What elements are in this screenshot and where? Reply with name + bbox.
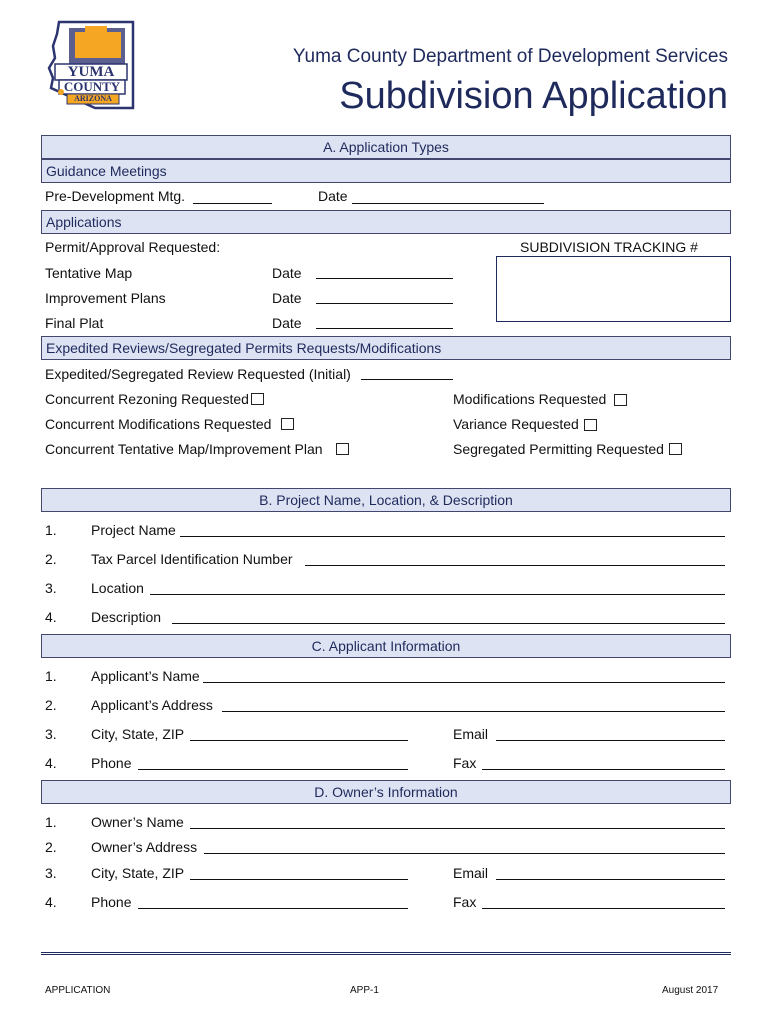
section-b-header [41, 488, 731, 512]
final-plat-date-field[interactable] [316, 328, 453, 329]
owner-address-number: 2. [45, 839, 57, 855]
applications-title: Applications [46, 214, 122, 230]
owner-phone-field[interactable] [138, 908, 408, 909]
final-plat-label: Final Plat [45, 315, 104, 331]
section-a-header [41, 135, 731, 159]
location-number: 3. [45, 580, 57, 596]
owner-name-label: Owner’s Name [91, 814, 184, 830]
section-a-title: A. Application Types [323, 139, 449, 155]
applicant-address-number: 2. [45, 697, 57, 713]
concurrent-rezoning-checkbox[interactable] [251, 393, 264, 405]
applicant-name-number: 1. [45, 668, 57, 684]
section-c-title: C. Applicant Information [311, 638, 461, 654]
segregated-permitting-checkbox[interactable] [669, 443, 682, 455]
section-d-header [41, 780, 731, 804]
owner-phone-number: 4. [45, 894, 57, 910]
applicant-city-label: City, State, ZIP [91, 726, 185, 742]
footer-date: August 2017 [662, 985, 719, 996]
applicant-email-label: Email [453, 726, 489, 742]
modifications-requested-label: Modifications Requested [453, 391, 607, 407]
predev-label: Pre-Development Mtg. [45, 188, 186, 204]
location-label: Location [91, 580, 144, 596]
concurrent-modifications-checkbox[interactable] [281, 418, 294, 430]
tax-parcel-label: Tax Parcel Identification Number [91, 551, 293, 567]
owner-address-field[interactable] [204, 853, 725, 854]
applications-header [41, 210, 731, 234]
project-name-number: 1. [45, 522, 57, 538]
description-number: 4. [45, 609, 57, 625]
location-field[interactable] [150, 594, 725, 595]
owner-address-label: Owner’s Address [91, 839, 198, 855]
applicant-fax-label: Fax [453, 755, 477, 771]
permit-approval-label: Permit/Approval Requested: [45, 239, 221, 255]
applicant-fax-field[interactable] [482, 769, 725, 770]
concurrent-tentative-checkbox[interactable] [336, 443, 349, 455]
guidance-meetings-title: Guidance Meetings [46, 163, 167, 179]
footer-page-number: APP-1 [350, 985, 379, 996]
concurrent-tentative-label: Concurrent Tentative Map/Improvement Plan [45, 441, 323, 457]
section-b-title: B. Project Name, Location, & Description [259, 492, 513, 508]
county-logo [45, 18, 137, 116]
segregated-permitting-label: Segregated Permitting Requested [453, 441, 664, 457]
expedited-header [41, 336, 731, 360]
owner-name-number: 1. [45, 814, 57, 830]
tracking-label: SUBDIVISION TRACKING # [520, 239, 698, 255]
footer-left: APPLICATION [45, 985, 111, 996]
logo-text-arizona: ARIZONA [74, 94, 112, 103]
section-c-header [41, 634, 731, 658]
logo-text-county: COUNTY [63, 79, 121, 94]
owner-email-label: Email [453, 865, 489, 881]
tax-parcel-field[interactable] [305, 565, 725, 566]
applicant-name-label: Applicant’s Name [91, 668, 200, 684]
concurrent-modifications-label: Concurrent Modifications Requested [45, 416, 272, 432]
predev-date-field[interactable] [352, 203, 544, 204]
predev-date-label: Date [318, 188, 348, 204]
tracking-number-box[interactable] [496, 256, 731, 322]
page-title: Subdivision Application [339, 75, 728, 117]
owner-fax-label: Fax [453, 894, 477, 910]
applicant-phone-field[interactable] [138, 769, 408, 770]
owner-city-field[interactable] [190, 879, 408, 880]
expedited-initial-label: Expedited/Segregated Review Requested (Initial) [45, 366, 351, 382]
tentative-map-date-field[interactable] [316, 278, 453, 279]
description-label: Description [91, 609, 162, 625]
improvement-plans-date-field[interactable] [316, 303, 453, 304]
logo-text-yuma: YUMA [67, 64, 115, 80]
section-d-title: D. Owner’s Information [314, 784, 458, 800]
expedited-initial-field[interactable] [361, 379, 453, 380]
applicant-email-field[interactable] [496, 740, 725, 741]
applicant-city-field[interactable] [190, 740, 408, 741]
modifications-requested-checkbox[interactable] [614, 394, 627, 406]
tentative-map-date-label: Date [272, 265, 302, 281]
variance-requested-checkbox[interactable] [584, 419, 597, 431]
owner-email-field[interactable] [496, 879, 725, 880]
org-name: Yuma County Department of Development Services [292, 46, 728, 67]
applicant-city-number: 3. [45, 726, 57, 742]
owner-city-number: 3. [45, 865, 57, 881]
predev-field[interactable] [193, 203, 272, 204]
improvement-plans-label: Improvement Plans [45, 290, 166, 306]
applicant-phone-label: Phone [91, 755, 132, 771]
tentative-map-label: Tentative Map [45, 265, 133, 281]
project-name-label: Project Name [91, 522, 176, 538]
variance-requested-label: Variance Requested [453, 416, 579, 432]
guidance-meetings-header [41, 159, 731, 183]
final-plat-date-label: Date [272, 315, 302, 331]
applicant-name-field[interactable] [203, 682, 725, 683]
improvement-plans-date-label: Date [272, 290, 302, 306]
owner-city-label: City, State, ZIP [91, 865, 185, 881]
expedited-title: Expedited Reviews/Segregated Permits Requests/Modifications [46, 340, 442, 356]
owner-phone-label: Phone [91, 894, 132, 910]
project-name-field[interactable] [180, 536, 725, 537]
applicant-phone-number: 4. [45, 755, 57, 771]
owner-name-field[interactable] [190, 828, 725, 829]
tax-parcel-number: 2. [45, 551, 57, 567]
concurrent-rezoning-label: Concurrent Rezoning Requested [45, 391, 249, 407]
applicant-address-field[interactable] [222, 711, 725, 712]
description-field[interactable] [172, 623, 725, 624]
owner-fax-field[interactable] [482, 908, 725, 909]
applicant-address-label: Applicant’s Address [91, 697, 213, 713]
footer-divider [41, 952, 731, 955]
